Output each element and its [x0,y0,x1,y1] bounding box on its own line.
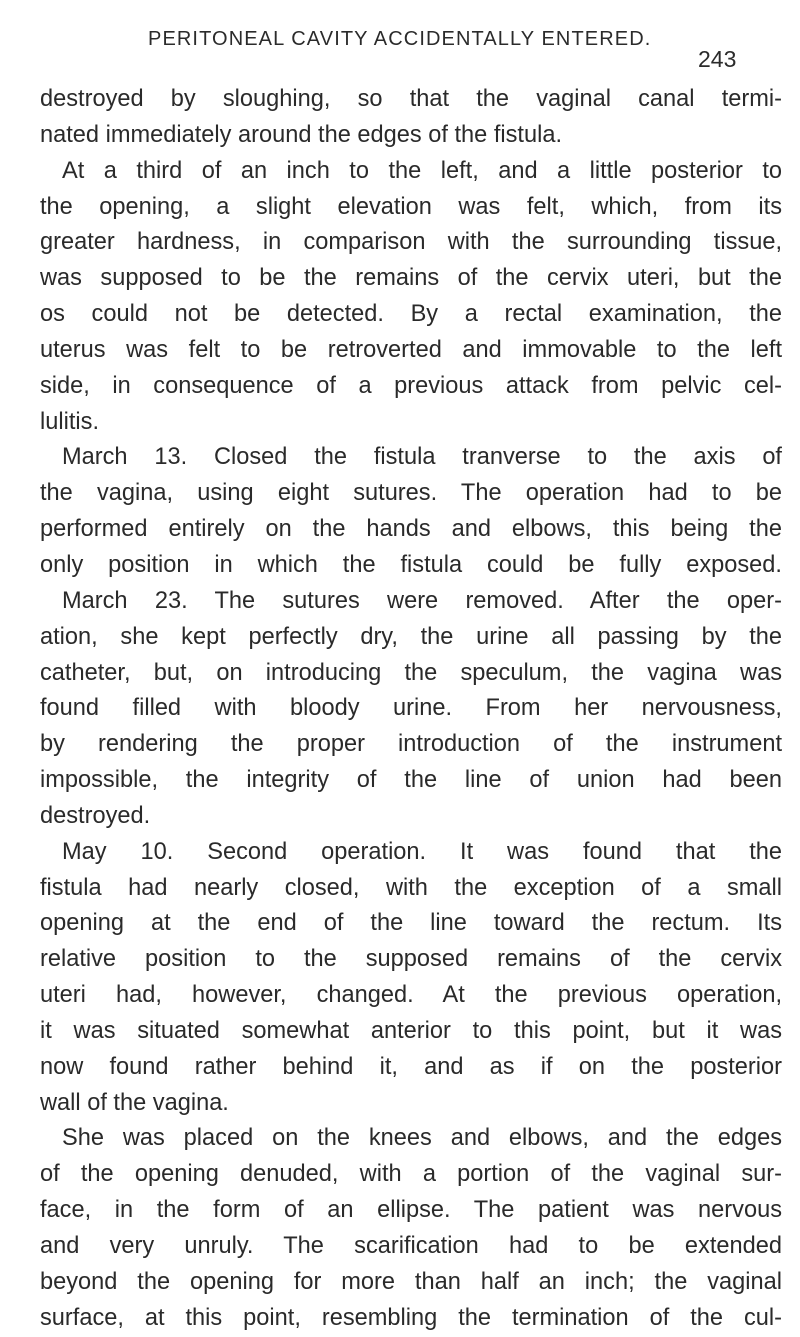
page-number: 243 [698,46,737,72]
text-line: impossible, the integrity of the line of union had been [40,767,782,794]
text-line: uteri had, however, changed. At the previous operation, [40,982,782,1009]
text-line: lulitis. [40,408,99,435]
text-line: relative position to the supposed remains of the cervix [40,946,782,973]
text-line: now found rather behind it, and as if on the posterior [40,1053,782,1080]
text-line: March 23. The sutures were removed. After the oper- [62,587,782,614]
text-line: May 10. Second operation. It was found that the [62,838,782,865]
text-line: os could not be detected. By a rectal examination, the [40,301,782,328]
text-line: only position in which the fistula could be fully exposed. [40,551,782,578]
text-line: opening at the end of the line toward the rectum. Its [40,910,782,937]
text-line: March 13. Closed the fistula tranverse to the axis of [62,444,782,471]
running-head: PERITONEAL CAVITY ACCIDENTALLY ENTERED. [148,28,652,50]
text-line: found filled with bloody urine. From her nervousness, [40,695,782,722]
text-line: side, in consequence of a previous attack from pelvic cel- [40,372,782,399]
text-line: it was situated somewhat anterior to this point, but it was [40,1017,782,1044]
text-line: fistula had nearly closed, with the exception of a small [40,874,782,901]
text-line: catheter, but, on introducing the speculum, the vagina was [40,659,782,686]
body-text [40,82,782,1337]
text-line: ation, she kept perfectly dry, the urine all passing by the [40,623,782,650]
text-line: She was placed on the knees and elbows, and the edges [62,1125,782,1152]
text-line: surface, at this point, resembling the termination of the cul- [40,1304,782,1331]
text-line: the vagina, using eight sutures. The operation had to be [40,480,782,507]
text-line: destroyed. [40,802,151,829]
text-line: face, in the form of an ellipse. The patient was nervous [40,1197,782,1224]
text-line: the opening, a slight elevation was felt, which, from its [40,193,782,220]
text-line: beyond the opening for more than half an inch; the vaginal [40,1268,782,1295]
text-line: nated immediately around the edges of the fistula. [40,121,563,148]
text-line: of the opening denuded, with a portion of the vaginal sur- [40,1161,782,1188]
text-line: and very unruly. The scarification had to be extended [40,1233,782,1259]
text-line: was supposed to be the remains of the cervix uteri, but the [40,265,782,292]
text-line: destroyed by sloughing, so that the vaginal canal termi- [40,86,782,112]
text-line: uterus was felt to be retroverted and immovable to the left [40,336,782,363]
text-line: by rendering the proper introduction of the instrument [40,731,782,758]
text-line: performed entirely on the hands and elbows, this being the [40,516,782,543]
text-line: wall of the vagina. [40,1089,229,1116]
text-line: greater hardness, in comparison with the surrounding tissue, [40,229,782,256]
text-line: At a third of an inch to the left, and a little posterior to [62,157,782,184]
